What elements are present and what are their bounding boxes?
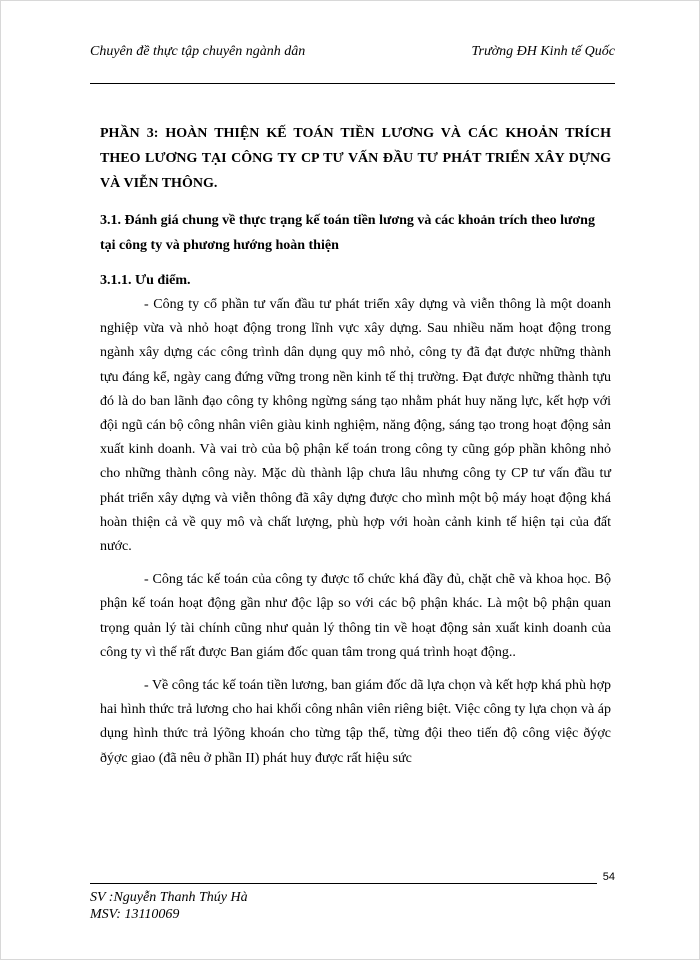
paragraph: - Về công tác kế toán tiền lương, ban giám đốc dã lựa chọn và kết hợp khá phù hợp hai hình thức trả lương cho hai khối công nhân viên riêng biệt. Việc công ty lựa chọn và áp dụng hình thức trả lýõng khoán cho từng tập thể, từng đội theo tiến độ công việc ðýợc ðýợc giao (đã nêu ở phần II) phát huy được rất hiệu sức — [100, 678, 611, 766]
running-footer — [90, 889, 248, 923]
header-rule — [90, 83, 615, 84]
header-right-text: Trường ĐH Kinh tế Quốc — [471, 44, 615, 59]
footer-rule — [90, 883, 597, 884]
page-number: 54 — [602, 871, 615, 883]
paragraph: - Công tác kế toán của công ty được tổ chức khá đầy đủ, chặt chẽ và khoa học. Bộ phận kế toán hoạt động gần như độc lập so với các bộ phận khác. Là một bộ phận quan trọng quản lý tài chính cũng như quản lý thông tin về hoạt động sản xuất kinh doanh của công ty vì thế rất được Ban giám đốc quan tâm trong quá trình hoạt động.. — [100, 572, 611, 660]
subsection-title: 3.1.1. Ưu điểm. — [100, 273, 191, 288]
header-left-text: Chuyên đề thực tập chuyên ngành dân — [90, 44, 306, 59]
footer-student-name: SV :Nguyễn Thanh Thúy Hà — [90, 890, 248, 905]
running-header — [90, 43, 615, 77]
footer-student-id: MSV: 13110069 — [90, 907, 180, 922]
page-body — [100, 121, 611, 780]
paragraph: - Công ty cổ phần tư vấn đầu tư phát triển xây dựng và viễn thông là một doanh nghiệp vừa và nhỏ hoạt động trong lĩnh vực xây dựng. Sau nhiều năm hoạt động trong ngành xây dựng các công trình dân dụng quy mô nhỏ, công ty đã đạt được những thành tựu đáng kể, ngày cang đứng vững trong nền kinh tế thị trường. Đạt được những thành tựu đó là do ban lãnh đạo công ty không ngừng sáng tạo nhằm phát huy năng lực, kết hợp với đội ngũ cán bộ công nhân viên giàu kinh nghiệm, năng động, sáng tạo trong hoạt động sản xuất kinh doanh. Và vai trò của bộ phận kế toán trong công ty cũng góp phần không nhỏ cho những thành công này. Mặc dù thành lập chưa lâu nhưng công ty CP tư vấn đầu tư phát triển xây dựng và viễn thông đã xây dựng được cho mình một bộ máy hoạt động khá hoàn thiện cả về quy mô và chất lượng, phù hợp với hoàn cảnh kinh tế hiện tại của đất nước. — [100, 297, 611, 555]
section-title: 3.1. Đánh giá chung về thực trạng kế toán tiền lương và các khoản trích theo lương tại công ty và phương hướng hoàn thiện — [100, 213, 595, 253]
part-title: PHẦN 3: HOÀN THIỆN KẾ TOÁN TIỀN LƯƠNG VÀ CÁC KHOẢN TRÍCH THEO LƯƠNG TẠI CÔNG TY CP TƯ VẤN ĐẦU TƯ PHÁT TRIỂN XÂY DỰNG VÀ VIỄN THÔNG. — [100, 126, 611, 191]
